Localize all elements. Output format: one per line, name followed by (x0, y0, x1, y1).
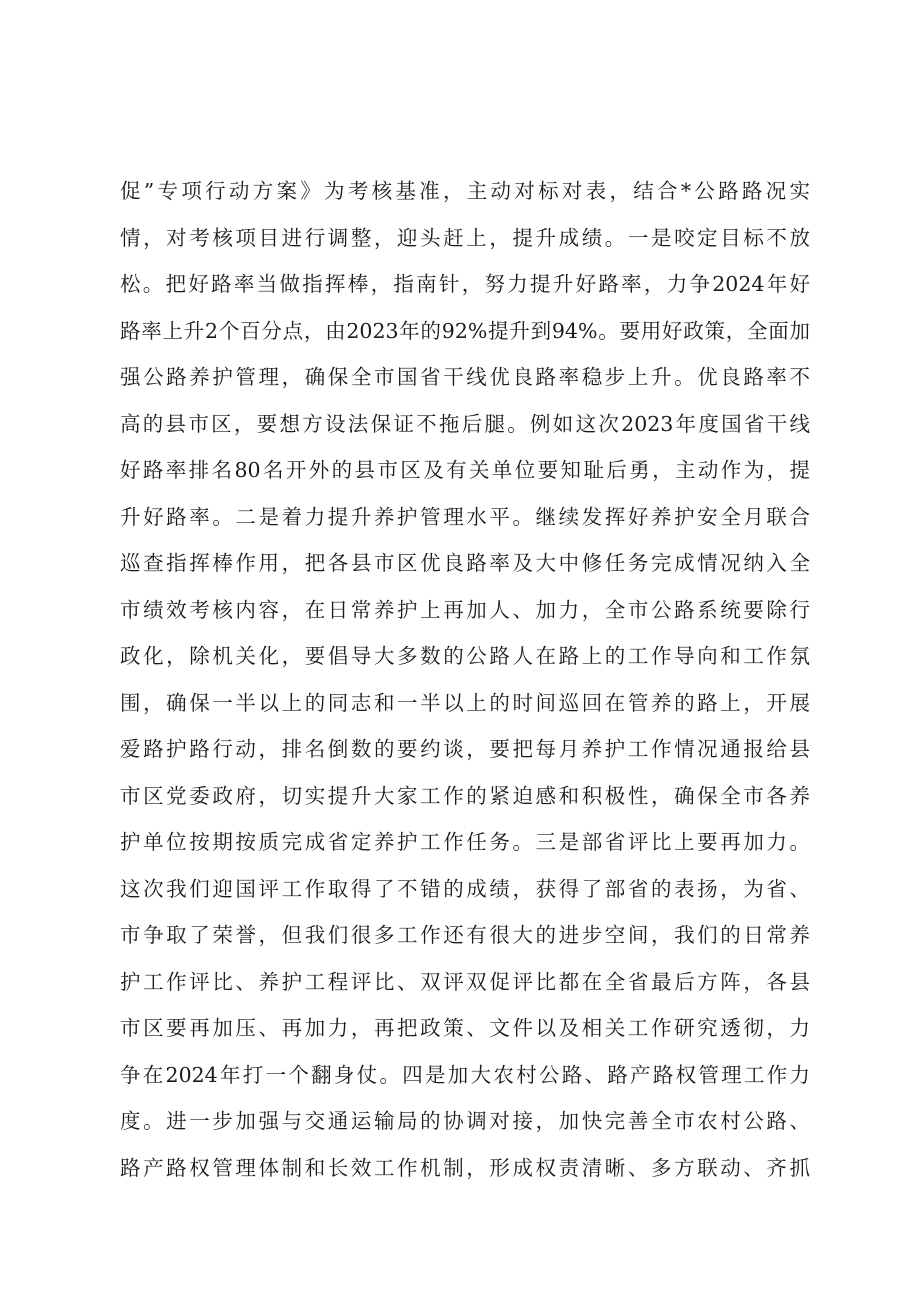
text-line: 高的县市区，要想方设法保证不拖后腿。例如这次2023年度国省干线 (120, 411, 810, 436)
text-line: 路率上升2个百分点，由2023年的92%提升到94%。要用好政策，全面加 (120, 318, 810, 343)
text-line: 促”专项行动方案》为考核基准，主动对标对表，结合*公路路况实 (120, 179, 810, 203)
text-line: 这次我们迎国评工作取得了不错的成绩，获得了部省的表扬，为省、 (120, 876, 810, 901)
text-line: 护工作评比、养护工程评比、双评双促评比都在全省最后方阵，各县 (120, 969, 810, 994)
text-line: 升好路率。二是着力提升养护管理水平。继续发挥好养护安全月联合 (120, 504, 810, 529)
text-line: 市争取了荣誉，但我们很多工作还有很大的进步空间，我们的日常养 (120, 923, 810, 947)
text-line: 争在2024年打一个翻身仗。四是加大农村公路、路产路权管理工作力 (120, 1062, 810, 1087)
text-line: 护单位按期按质完成省定养护工作任务。三是部省评比上要再加力。 (120, 830, 810, 854)
text-line: 市区要再加压、再加力，再把政策、文件以及相关工作研究透彻，力 (120, 1016, 810, 1040)
text-line: 巡查指挥棒作用，把各县市区优良路率及大中修任务完成情况纳入全 (120, 551, 810, 575)
text-line: 政化，除机关化，要倡导大多数的公路人在路上的工作导向和工作氛 (120, 644, 810, 668)
text-line: 度。进一步加强与交通运输局的协调对接，加快完善全市农村公路、 (120, 1109, 810, 1133)
text-line: 路产路权管理体制和长效工作机制，形成权责清晰、多方联动、齐抓 (120, 1155, 810, 1180)
text-line: 强公路养护管理，确保全市国省干线优良路率稳步上升。优良路率不 (120, 365, 810, 389)
body-paragraph (120, 168, 810, 1191)
text-line: 爱路护路行动，排名倒数的要约谈，要把每月养护工作情况通报给县 (120, 737, 810, 761)
text-line: 松。把好路率当做指挥棒，指南针，努力提升好路率，力争2024年好 (120, 272, 810, 296)
text-line: 好路率排名80名开外的县市区及有关单位要知耻后勇，主动作为，提 (120, 458, 810, 482)
text-line: 市区党委政府，切实提升大家工作的紧迫感和积极性，确保全市各养 (120, 783, 810, 808)
text-line: 市绩效考核内容，在日常养护上再加人、加力，全市公路系统要除行 (120, 597, 810, 622)
text-line: 情，对考核项目进行调整，迎头赶上，提升成绩。一是咬定目标不放 (120, 225, 810, 250)
text-line: 围，确保一半以上的同志和一半以上的时间巡回在管养的路上，开展 (120, 690, 810, 715)
